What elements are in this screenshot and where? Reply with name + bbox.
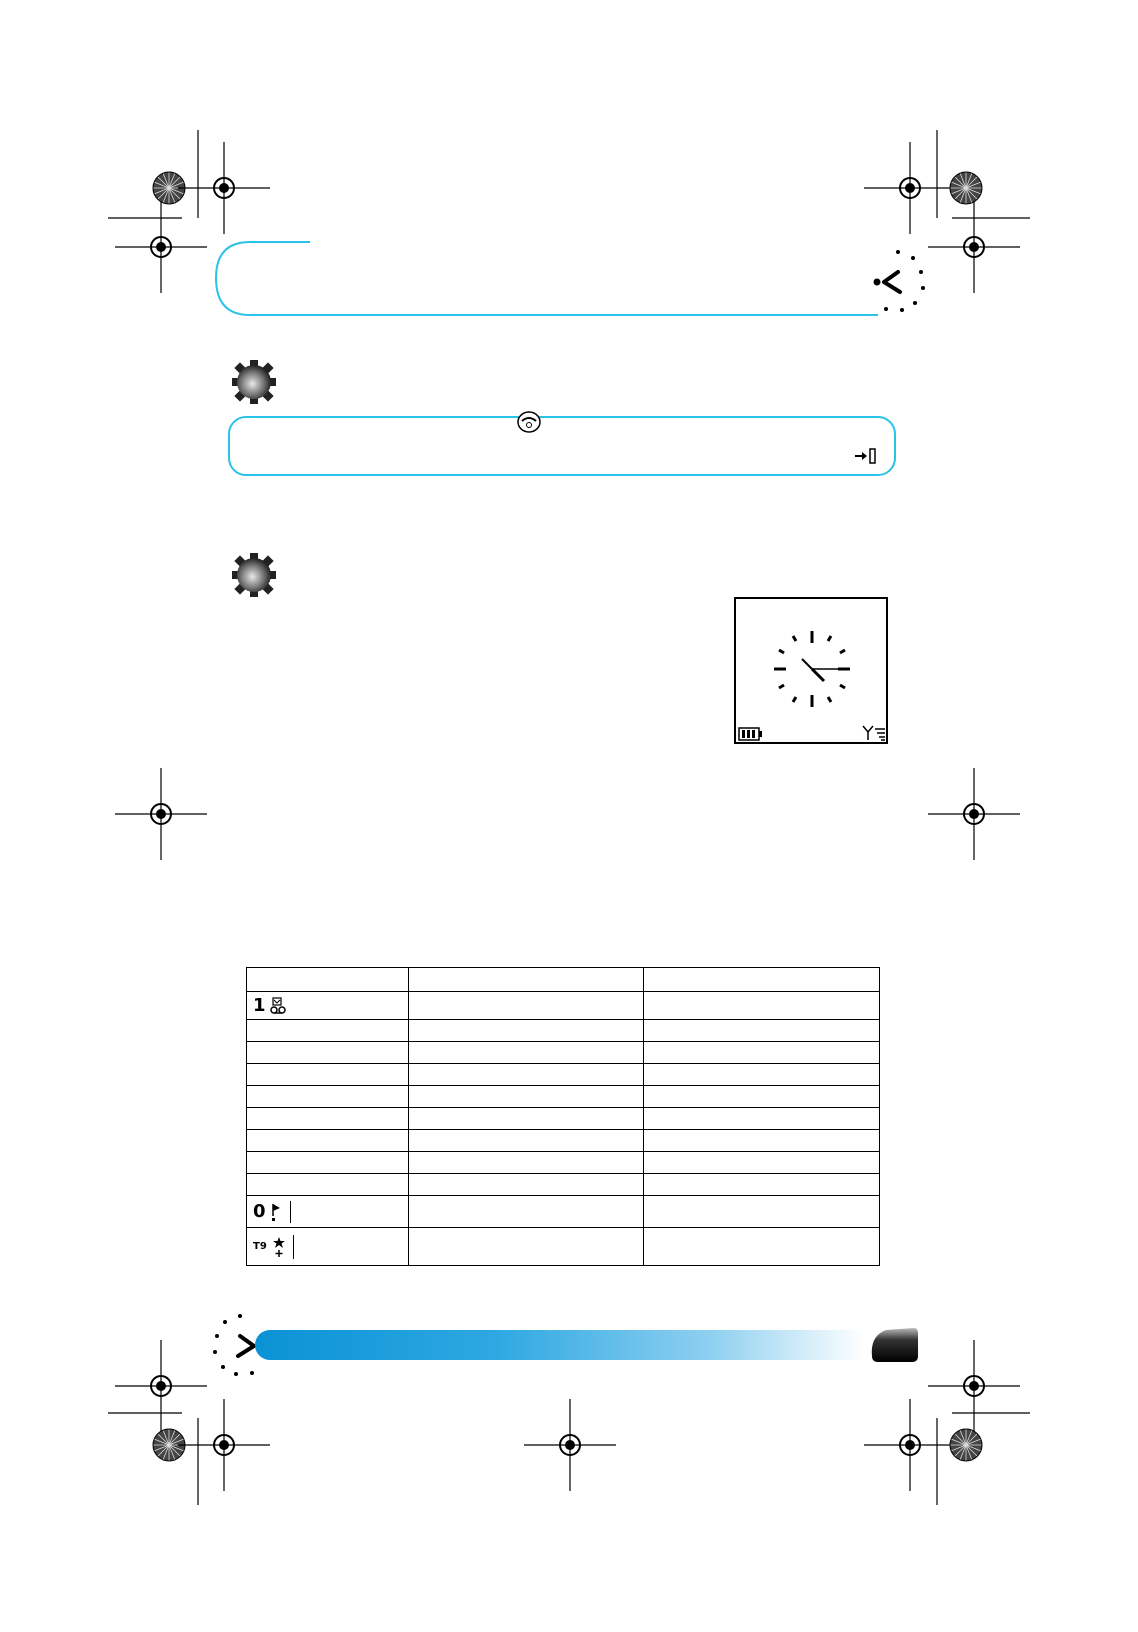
page-tab-icon [868,1326,920,1364]
header-bracket [210,240,880,320]
table-row [247,1196,880,1228]
table-row [247,1152,880,1174]
footer-gradient-bar [255,1330,865,1360]
table-row [247,1042,880,1064]
star-plus-icon [271,1236,287,1258]
end-call-key-icon [516,410,542,434]
phone-screen [734,597,888,744]
arrow-exit-icon [854,446,878,466]
key-label: T9 [253,1241,267,1252]
gear-ball-icon [232,360,276,404]
table-row [247,992,880,1020]
voicemail-icon [270,997,286,1015]
table-row [247,1228,880,1266]
table-row [247,968,880,992]
key-label: 0 [253,1201,266,1222]
note-box [228,416,896,476]
clock-dots-icon [870,248,930,318]
signal-antenna-icon [862,725,886,741]
battery-icon [738,727,764,741]
cell-divider [290,1201,291,1223]
table-row [247,1108,880,1130]
table-row [247,1174,880,1196]
table-row [247,1130,880,1152]
table-row [247,1020,880,1042]
gear-ball-icon [232,553,276,597]
table-row [247,1064,880,1086]
cell-divider [293,1235,294,1259]
analog-clock-icon [772,629,852,709]
table-row [247,1086,880,1108]
flag-icon [270,1202,282,1222]
shortcut-table [246,967,880,1266]
key-label: 1 [253,995,266,1016]
